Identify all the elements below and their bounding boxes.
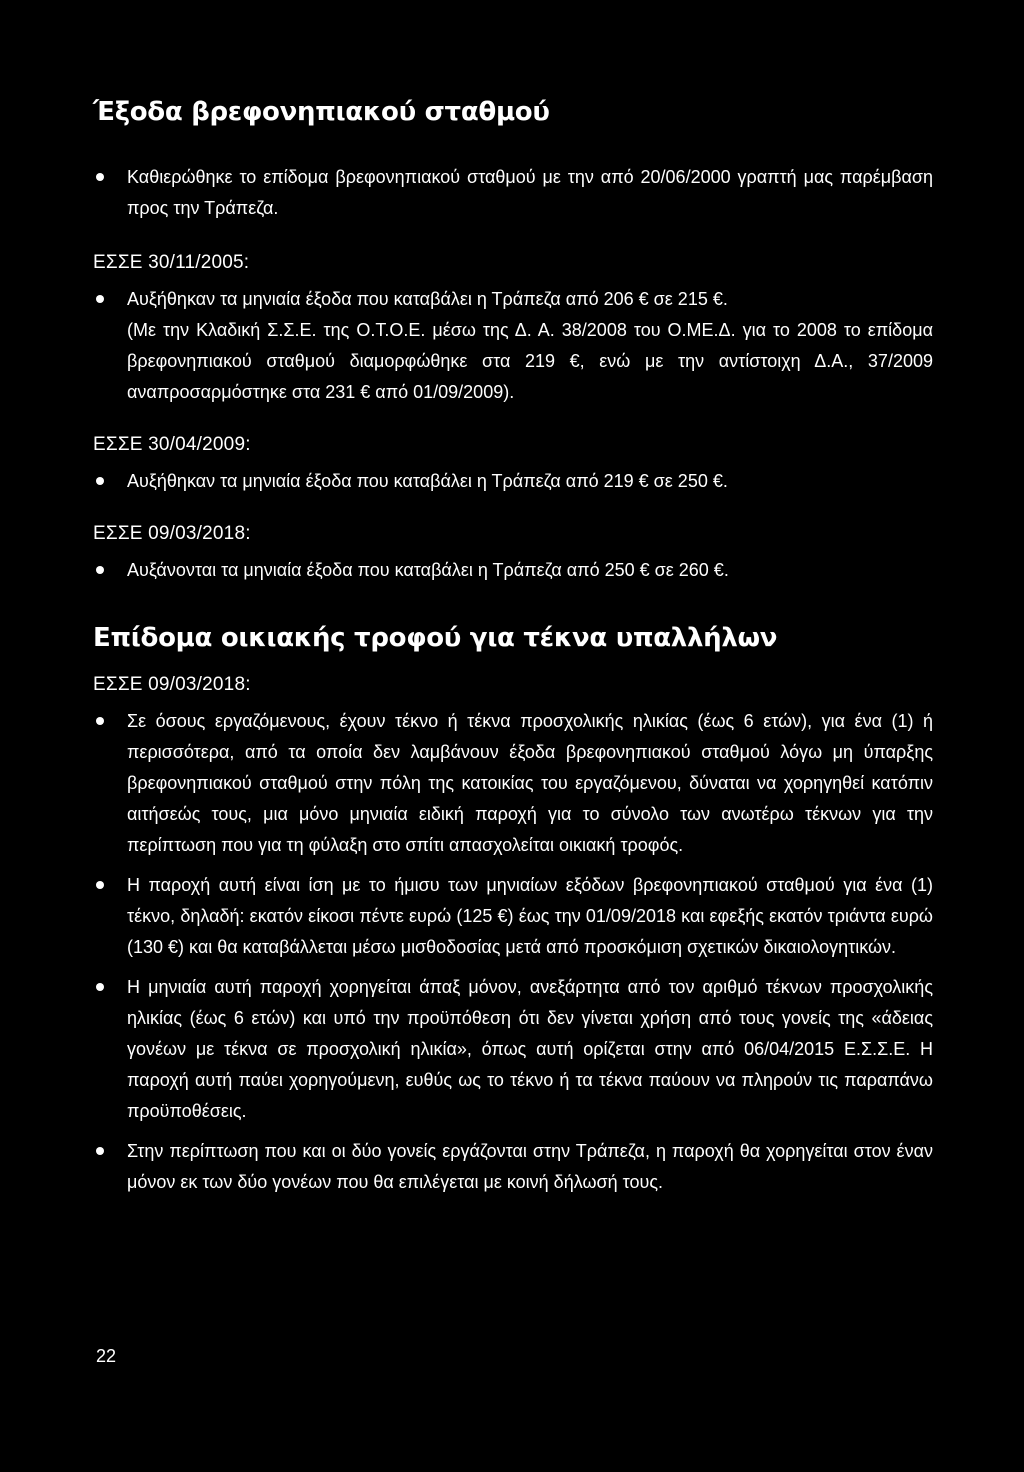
intro-list <box>93 162 933 224</box>
agreement-heading: ΕΣΣΕ 30/04/2009: <box>93 434 251 455</box>
list-item: Σε όσους εργαζόμενους, έχουν τέκνο ή τέκνα προσχολικής ηλικίας (έως 6 ετών), για ένα (1) ή περισσότερα, από τα οποία δεν λαμβάνουν έξοδα βρεφονηπιακού σταθμού λόγω μη ύπαρξης βρεφονηπιακού σταθμού στην πόλη της κατοικίας του εργαζόμενου, δύναται να χορηγηθεί κατόπιν αιτήσεώς τους, μια μόνο μηνιαία ειδική παροχή για το σύνολο των ανωτέρω τέκνων για την περίπτωση που για τη φύλαξη στο σπίτι απασχολείται οικιακή τροφός. <box>93 706 933 861</box>
list-note: (Με την Κλαδική Σ.Σ.Ε. της Ο.Τ.Ο.Ε. μέσω της Δ. Α. 38/2008 του Ο.ΜΕ.Δ. για το 2008 το επίδομα βρεφονηπιακού σταθμού διαμορφώθηκε στα 219 €, ενώ με την αντίστοιχη Δ.Α., 37/2009 αναπροσαρμόστηκε στα 231 € από 01/09/2009). <box>127 320 933 402</box>
list-item: Αυξήθηκαν τα μηνιαία έξοδα που καταβάλει η Τράπεζα από 206 € σε 215 €. <box>93 284 933 315</box>
page-content <box>93 92 933 1207</box>
section-title-home-nanny-allowance: Επίδομα οικιακής τροφού για τέκνα υπαλλήλων <box>93 623 778 653</box>
agreement-heading: ΕΣΣΕ 09/03/2018: <box>93 523 251 544</box>
agreement-block-2018 <box>93 519 933 586</box>
list-item: Καθιερώθηκε το επίδομα βρεφονηπιακού σταθμού με την από 20/06/2000 γραπτή μας παρέμβαση προς την Τράπεζα. <box>93 162 933 224</box>
section-title-nursery-expenses: Έξοδα βρεφονηπιακού σταθμού <box>93 97 550 127</box>
agreement-list <box>93 466 933 497</box>
agreement-block-2005 <box>93 248 933 408</box>
list-item: Η μηνιαία αυτή παροχή χορηγείται άπαξ μόνον, ανεξάρτητα από τον αριθμό τέκνων προσχολικής ηλικίας (έως 6 ετών) και υπό την προϋπόθεση ότι δεν γίνεται χρήση από τους γονείς της «άδειας γονέων με τέκνα σε προσχολική ηλικία», όπως αυτή ορίζεται στην από 06/04/2015 Ε.Σ.Σ.Ε. Η παροχή αυτή παύει χορηγούμενη, ευθύς ως το τέκνο ή τα τέκνα παύουν να πληρούν τις παραπάνω προϋποθέσεις. <box>93 972 933 1127</box>
list-item: Στην περίπτωση που και οι δύο γονείς εργάζονται στην Τράπεζα, η παροχή θα χορηγείται στον έναν μόνον εκ των δύο γονέων που θα επιλέγεται με κοινή δήλωσή τους. <box>93 1136 933 1198</box>
agreement-heading: ΕΣΣΕ 30/11/2005: <box>93 252 250 273</box>
page-number: 22 <box>96 1346 117 1366</box>
allowance-list <box>93 706 933 1198</box>
list-item: Αυξήθηκαν τα μηνιαία έξοδα που καταβάλει η Τράπεζα από 219 € σε 250 €. <box>93 466 933 497</box>
agreement-block-2009 <box>93 430 933 497</box>
agreement-heading: ΕΣΣΕ 09/03/2018: <box>93 674 251 695</box>
list-item: Αυξάνονται τα μηνιαία έξοδα που καταβάλει η Τράπεζα από 250 € σε 260 €. <box>93 555 933 586</box>
list-item: Η παροχή αυτή είναι ίση με το ήμισυ των μηνιαίων εξόδων βρεφονηπιακού σταθμού για ένα (1) τέκνο, δηλαδή: εκατόν είκοσι πέντε ευρώ (125 €) έως την 01/09/2018 και εφεξής εκατόν τριάντα ευρώ (130 €) και θα καταβάλλεται μέσω μισθοδοσίας μετά από προσκόμιση σχετικών δικαιολογητικών. <box>93 870 933 963</box>
agreement-list <box>93 284 933 408</box>
agreement-list <box>93 555 933 586</box>
